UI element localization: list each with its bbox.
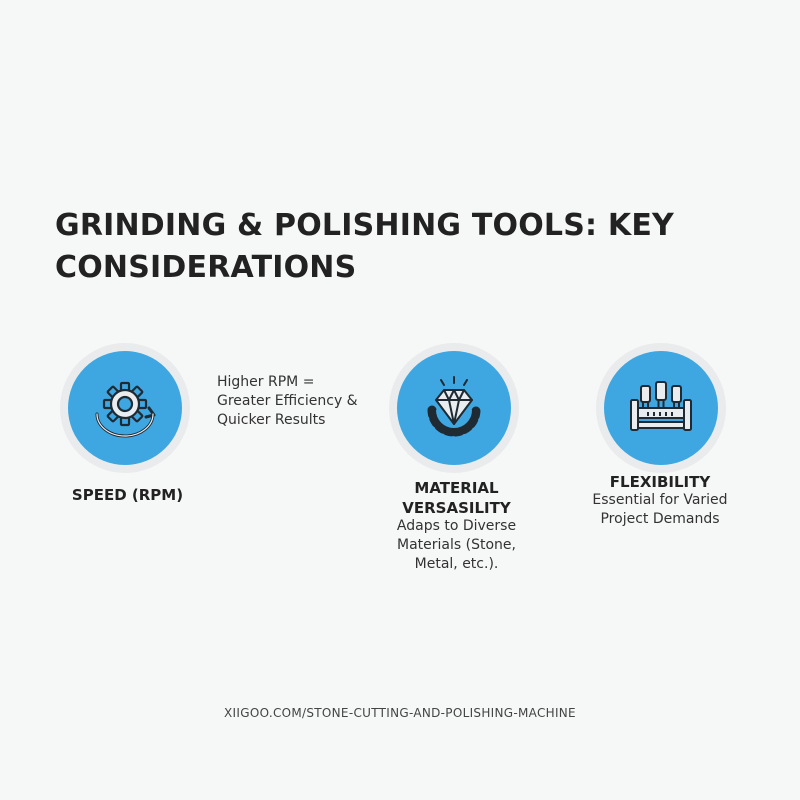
material-icon-badge — [389, 343, 519, 473]
speed-icon-badge — [60, 343, 190, 473]
page-title: GRINDING & POLISHING TOOLS: KEY CONSIDERATIONS — [55, 208, 674, 285]
material-icon-circle — [397, 351, 511, 465]
flexibility-icon-badge — [596, 343, 726, 473]
diamond-gear-icon — [414, 368, 494, 448]
speed-label: SPEED (RPM) — [71, 486, 184, 504]
material-versatility-label: MATERIAL VERSASILITY — [402, 479, 511, 517]
gear-rotation-icon — [85, 368, 165, 448]
flexibility-label: FLEXIBILITY — [609, 473, 711, 491]
material-versatility-description: Adaps to Diverse Materials (Stone, Metal, etc.). — [396, 518, 517, 572]
speed-description: Higher RPM = Greater Efficiency & Quicker Results — [217, 374, 358, 428]
source-url: XIIGOO.COM/STONE-CUTTING-AND-POLISHING-MACHINE — [224, 706, 576, 720]
flexibility-description: Essential for Varied Project Demands — [592, 492, 728, 527]
machine-tools-icon — [621, 368, 701, 448]
flexibility-icon-circle — [604, 351, 718, 465]
speed-icon-circle — [68, 351, 182, 465]
